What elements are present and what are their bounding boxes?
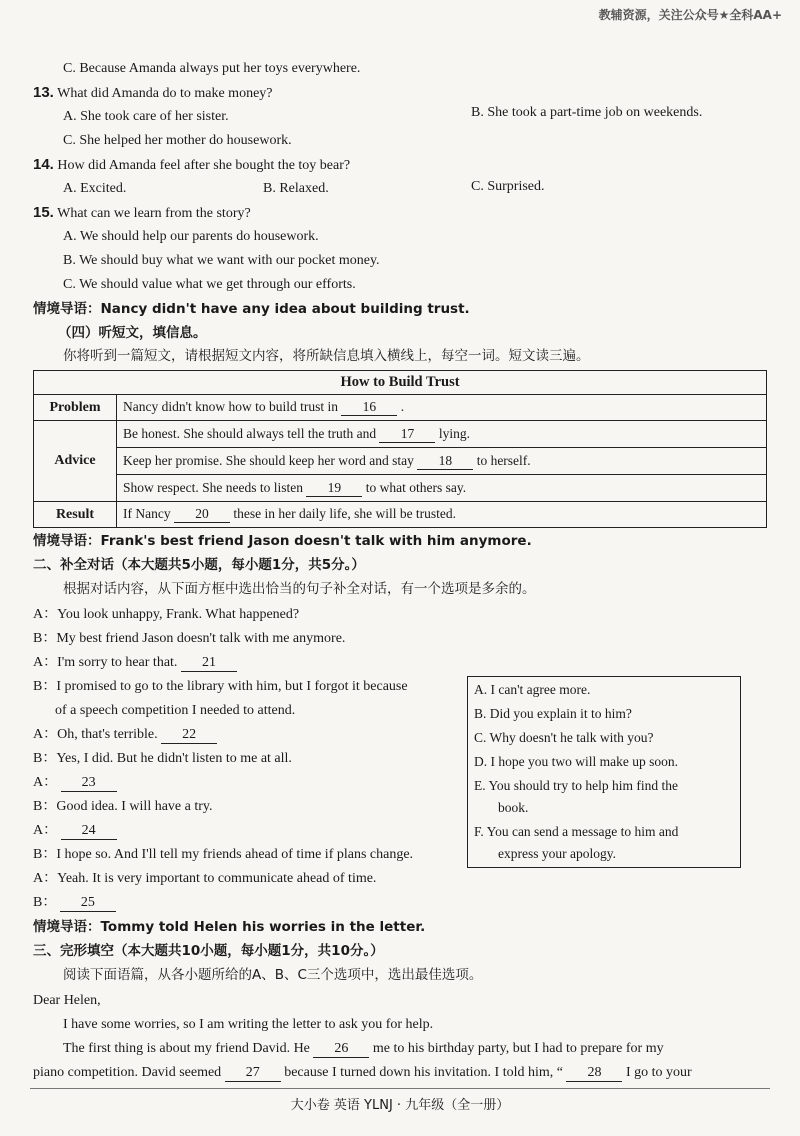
problem-label: Problem (34, 395, 117, 421)
blank-27: 27 (225, 1065, 281, 1082)
letter-paragraph-2 (63, 1040, 664, 1058)
letter-paragraph-1: I have some worries, so I am writing the letter to ask you for help. (63, 1017, 434, 1032)
dialog-line-4a: B：I promised to go to the library with him, but I forgot it because (33, 679, 408, 694)
q15-option-b: B. We should buy what we want with our pocket money. (63, 253, 380, 268)
letter-text: because I turned down his invitation. I told him, “ (284, 1065, 563, 1080)
result-end: these in her daily life, she will be trusted. (233, 506, 457, 521)
question-number: 14. (33, 156, 54, 173)
advice-cell-2 (117, 448, 767, 475)
page-header: 教辅资源，关注公众号★全科AA+ (598, 8, 782, 22)
option-c: C. Why doesn't he talk with you? (474, 730, 654, 745)
options-box (467, 676, 741, 868)
letter-text: piano competition. David seemed (33, 1065, 222, 1080)
dialog-line-5 (33, 726, 217, 744)
question-number: 13. (33, 84, 54, 101)
option-f-line2: express your apology. (498, 846, 616, 861)
page-footer: 大小卷 英语 YLNJ · 九年级（全一册） (290, 1098, 510, 1113)
section4-context: 情境导语：Nancy didn't have any idea about building trust. (33, 301, 470, 317)
q14-option-b: B. Relaxed. (263, 181, 329, 196)
blank-24: 24 (61, 823, 117, 840)
problem-cell (117, 395, 767, 421)
section4-title: （四）听短文，填信息。 (58, 325, 207, 341)
dialog-line-11: A：Yeah. It is very important to communicate ahead of time. (33, 871, 377, 886)
problem-end: . (400, 399, 405, 414)
option-f-line1: F. You can send a message to him and (474, 824, 679, 839)
dialog-text: A：I'm sorry to hear that. (33, 655, 178, 670)
blank-25: 25 (60, 895, 116, 912)
advice2-text: Keep her promise. She should keep her word and stay (123, 452, 414, 468)
q14-option-a: A. Excited. (63, 181, 127, 196)
part2-title: 二、补全对话（本大题共5小题，每小题1分，共5分。） (33, 557, 365, 573)
dialog-line-6: B：Yes, I did. But he didn't listen to me at all. (33, 751, 292, 766)
advice3-text: Show respect. She needs to listen (123, 479, 303, 495)
part3-context: 情境导语：Tommy told Helen his worries in the letter. (33, 919, 426, 935)
letter-paragraph-3 (33, 1064, 692, 1082)
option-e-line1: E. You should try to help him find the (474, 778, 679, 793)
dialog-line-10: B：I hope so. And I'll tell my friends ahead of time if plans change. (33, 847, 414, 862)
advice3-end: to what others say. (365, 479, 467, 495)
q15-option-c: C. We should value what we get through our efforts. (63, 277, 356, 292)
result-cell (117, 502, 767, 528)
blank-23: 23 (61, 775, 117, 792)
blank-28: 28 (566, 1065, 622, 1082)
blank-20: 20 (174, 506, 230, 523)
dialog-speaker: A： (33, 775, 58, 790)
question-text: What did Amanda do to make money? (57, 86, 273, 101)
dialog-line-12 (33, 894, 116, 912)
option-a: A. I can't agree more. (474, 682, 591, 697)
dialog-line-1: A：You look unhappy, Frank. What happened? (33, 607, 300, 622)
dialog-speaker: A： (33, 823, 58, 838)
q14-option-c: C. Surprised. (471, 179, 545, 194)
blank-16: 16 (341, 399, 397, 416)
dialog-line-7 (33, 774, 117, 792)
advice-cell-3 (117, 475, 767, 502)
letter-text: me to his birthday party, but I had to prepare for my (372, 1041, 664, 1056)
option-e-line2: book. (498, 800, 529, 815)
blank-21: 21 (181, 655, 237, 672)
table-title: How to Build Trust (34, 371, 767, 395)
q15-stem (33, 204, 251, 223)
q14-stem (33, 156, 350, 175)
trust-table (33, 370, 767, 528)
blank-22: 22 (161, 727, 217, 744)
advice-cell-1 (117, 421, 767, 448)
problem-text: Nancy didn't know how to build trust in (123, 399, 339, 414)
footer-divider (30, 1088, 770, 1089)
q13-option-a: A. She took care of her sister. (63, 109, 229, 124)
q12-option-c: C. Because Amanda always put her toys everywhere. (63, 61, 361, 76)
letter-text: The first thing is about my friend David. He (63, 1041, 310, 1056)
blank-17: 17 (379, 426, 435, 443)
dialog-line-4b: of a speech competition I needed to attend. (55, 703, 296, 718)
q13-stem (33, 84, 273, 103)
q13-option-b: B. She took a part-time job on weekends. (471, 105, 703, 120)
letter-text: I go to your (625, 1065, 692, 1080)
advice2-end: to herself. (476, 452, 531, 468)
blank-18: 18 (417, 453, 473, 470)
dialog-line-8: B：Good idea. I will have a try. (33, 799, 213, 814)
q13-option-c: C. She helped her mother do housework. (63, 133, 292, 148)
letter-greeting: Dear Helen, (33, 993, 101, 1008)
blank-26: 26 (313, 1041, 369, 1058)
dialog-speaker: B： (33, 895, 57, 910)
advice1-text: Be honest. She should always tell the truth and (123, 425, 377, 441)
part3-instruction: 阅读下面语篇，从各小题所给的A、B、C三个选项中，选出最佳选项。 (63, 967, 483, 983)
question-number: 15. (33, 204, 54, 221)
dialog-line-9 (33, 822, 117, 840)
blank-19: 19 (306, 480, 362, 497)
result-text: If Nancy (123, 506, 171, 521)
advice-label: Advice (34, 421, 117, 502)
question-text: How did Amanda feel after she bought the toy bear? (57, 158, 351, 173)
dialog-line-2: B：My best friend Jason doesn't talk with me anymore. (33, 631, 346, 646)
advice1-end: lying. (438, 425, 470, 441)
part2-instruction: 根据对话内容，从下面方框中选出恰当的句子补全对话，有一个选项是多余的。 (63, 581, 536, 597)
q15-option-a: A. We should help our parents do housework. (63, 229, 319, 244)
section4-instruction: 你将听到一篇短文，请根据短文内容，将所缺信息填入横线上，每空一词。短文读三遍。 (63, 348, 590, 364)
result-label: Result (34, 502, 117, 528)
part2-context: 情境导语：Frank's best friend Jason doesn't talk with him anymore. (33, 533, 532, 549)
option-b: B. Did you explain it to him? (474, 706, 632, 721)
question-text: What can we learn from the story? (57, 206, 251, 221)
part3-title: 三、完形填空（本大题共10小题，每小题1分，共10分。） (33, 943, 384, 959)
option-d: D. I hope you two will make up soon. (474, 754, 678, 769)
dialog-line-3 (33, 654, 237, 672)
dialog-text: A：Oh, that's terrible. (33, 727, 158, 742)
